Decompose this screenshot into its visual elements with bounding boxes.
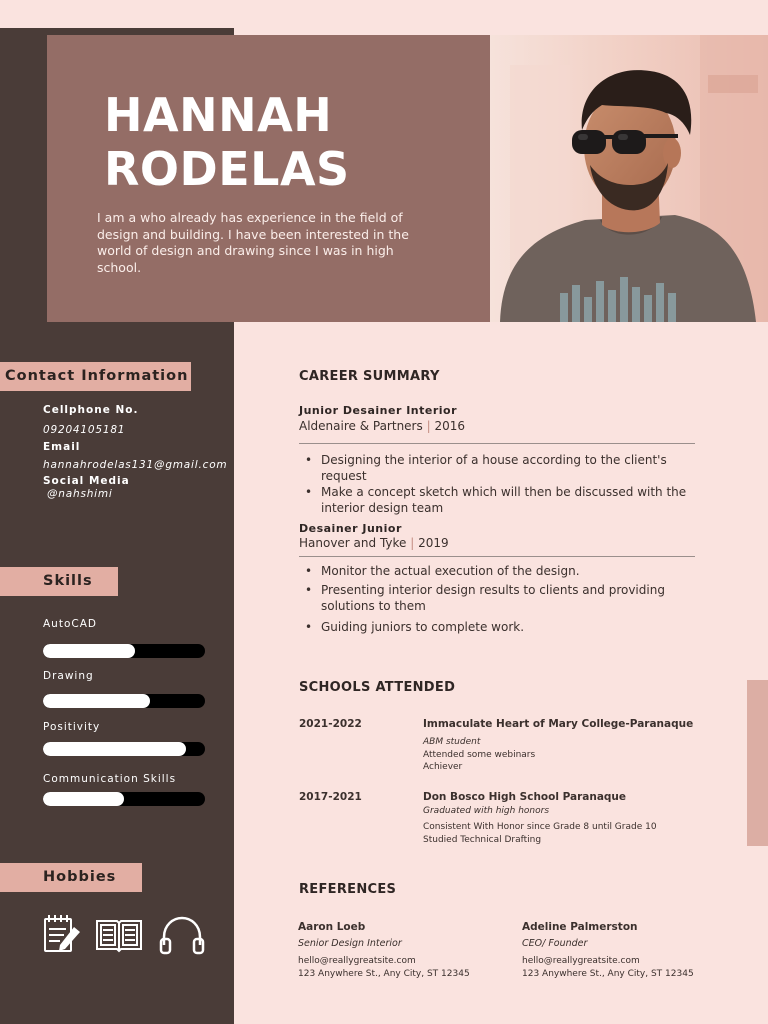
reference-role: CEO/ Founder (522, 938, 588, 949)
profile-photo (490, 35, 768, 322)
skill-drawing (43, 670, 94, 682)
reference-address: 123 Anywhere St., Any City, ST 12345 (522, 969, 694, 979)
headphones-icon (158, 913, 206, 957)
email-label: Email (43, 441, 81, 453)
decorative-strip (747, 680, 768, 846)
skill-bar-fill (43, 694, 150, 708)
school-detail: Graduated with high honors (423, 806, 550, 816)
reference-email: hello@reallygreatsite.com (298, 956, 416, 966)
company-name: Hanover and Tyke (299, 536, 407, 550)
reference-card (522, 921, 694, 979)
person-name (104, 88, 350, 196)
skill-bar (43, 694, 205, 708)
email-value: hannahrodelas131@gmail.com (43, 459, 228, 471)
reference-name: Adeline Palmerston (522, 921, 638, 933)
career-summary-title: CAREER SUMMARY (299, 369, 440, 384)
list-item: • Guiding juniors to complete work. (303, 619, 688, 635)
skill-bar (43, 792, 205, 806)
separator: | (426, 419, 431, 433)
reference-role: Senior Design Interior (298, 938, 402, 949)
intro-text: I am a who already has experience in the field of design and building. I have been interested in the world of design and drawing since I was in high school. (97, 210, 409, 275)
skill-bar-fill (43, 644, 135, 658)
skill-bar (43, 644, 205, 658)
list-item: • Designing the interior of a house according to the client's request (303, 452, 688, 484)
job-title: Desainer Junior (299, 522, 402, 535)
skill-autocad (43, 618, 97, 630)
phone-value: 09204105181 (43, 424, 126, 436)
reference-address: 123 Anywhere St., Any City, ST 12345 (298, 969, 470, 979)
reference-name: Aaron Loeb (298, 921, 366, 933)
skill-label: Positivity (43, 721, 101, 733)
job-company (299, 419, 465, 433)
skill-bar (43, 742, 205, 756)
open-book-icon (95, 913, 143, 957)
job-title: Junior Desainer Interior (299, 404, 458, 417)
last-name: RODELAS (104, 142, 350, 196)
job-year: 2019 (418, 536, 449, 550)
skill-positivity (43, 721, 100, 733)
skills-section-label: Skills (0, 567, 118, 596)
job-company (299, 536, 449, 550)
skill-bar-fill (43, 792, 124, 806)
school-name: Immaculate Heart of Mary College-Paranaque (423, 718, 694, 730)
skill-label: Communication Skills (43, 773, 177, 785)
social-value: @nahshimi (47, 488, 113, 500)
school-detail: ABM student (423, 737, 481, 747)
list-item: • Presenting interior design results to clients and providing solutions to them (303, 582, 688, 614)
skill-label: Drawing (43, 670, 94, 682)
reference-email: hello@reallygreatsite.com (522, 956, 640, 966)
contact-section-label: Contact Information (0, 362, 191, 391)
reference-card (298, 921, 470, 979)
schools-title: SCHOOLS ATTENDED (299, 680, 456, 695)
notepad-pen-icon (40, 913, 88, 957)
skill-communication (43, 773, 176, 785)
school-name: Don Bosco High School Paranaque (423, 791, 627, 803)
school-detail: Studied Technical Drafting (423, 835, 542, 845)
school-years: 2021-2022 (299, 718, 362, 730)
divider (299, 443, 695, 444)
profile-photo-illustration (490, 35, 768, 322)
phone-label: Cellphone No. (43, 404, 139, 416)
first-name: HANNAH (104, 88, 333, 142)
hobbies-section-label: Hobbies (0, 863, 142, 892)
list-item: • Make a concept sketch which will then be discussed with the interior design team (303, 484, 688, 516)
social-label: Social Media (43, 475, 130, 487)
school-detail: Consistent With Honor since Grade 8 until Grade 10 (423, 822, 657, 832)
separator: | (410, 536, 415, 550)
school-detail: Attended some webinars (423, 750, 536, 760)
job-year: 2016 (434, 419, 465, 433)
school-years: 2017-2021 (299, 791, 362, 803)
divider (299, 556, 695, 557)
company-name: Aldenaire & Partners (299, 419, 423, 433)
school-detail: Achiever (423, 762, 463, 772)
job-bullets (303, 452, 688, 516)
skill-label: AutoCAD (43, 618, 97, 630)
references-title: REFERENCES (299, 882, 397, 897)
job-bullets (303, 563, 688, 635)
contact-info (43, 404, 227, 505)
skill-bar-fill (43, 742, 186, 756)
list-item: • Monitor the actual execution of the design. (303, 563, 688, 579)
